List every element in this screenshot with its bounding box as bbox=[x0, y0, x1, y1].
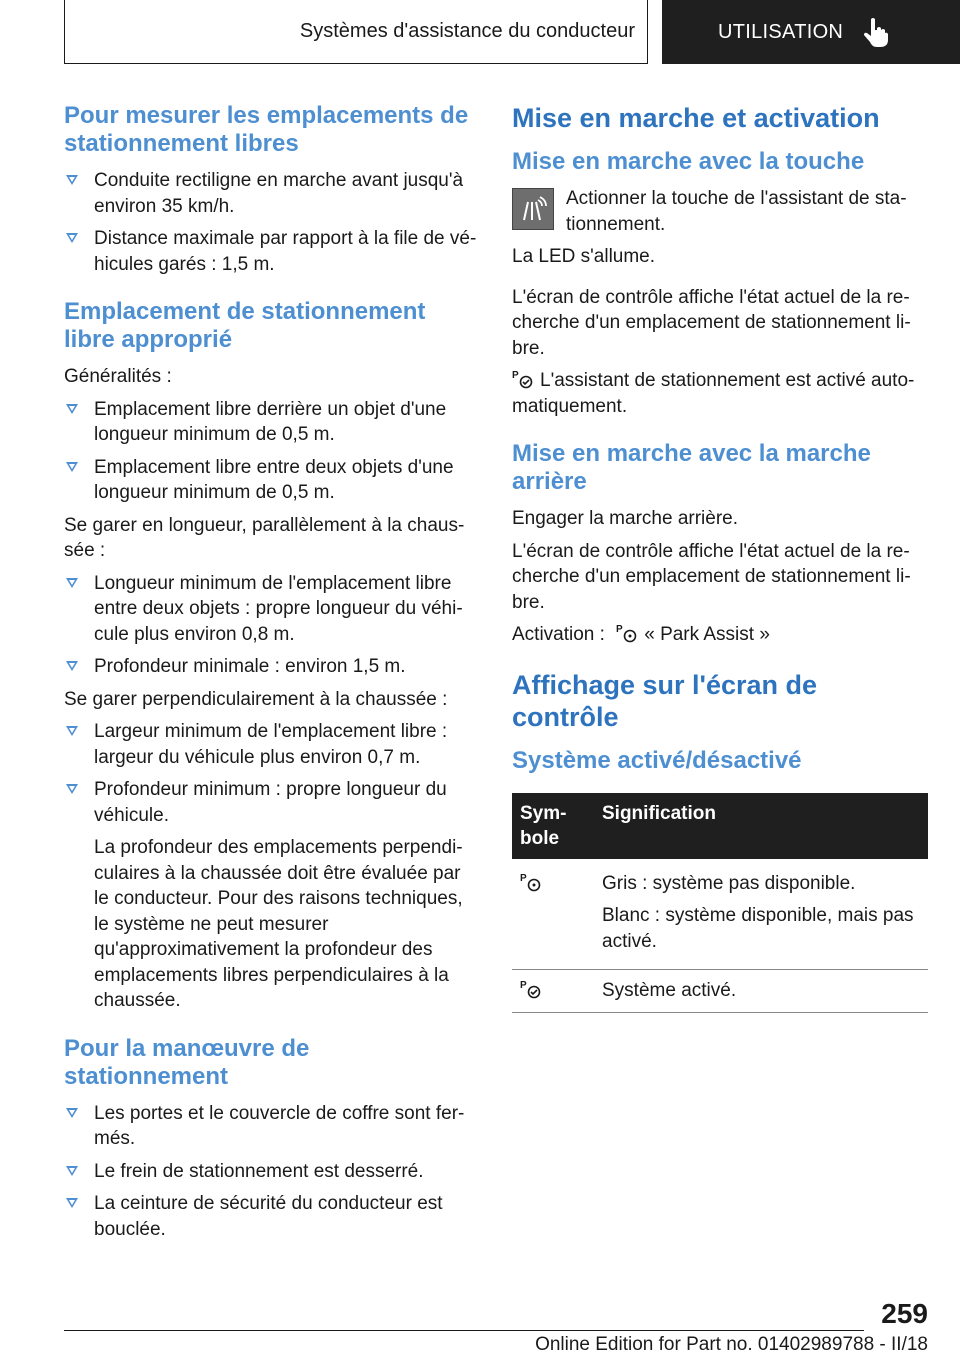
svg-text:P: P bbox=[520, 872, 527, 884]
list-item: Emplacement libre entre deux objets d'une longueur minimum de 0,5 m. bbox=[64, 455, 478, 506]
bullet-triangle-icon bbox=[66, 462, 78, 472]
bullet-triangle-icon bbox=[66, 784, 78, 794]
list-item: Les portes et le couvercle de coffre sont fermés. bbox=[64, 1101, 478, 1152]
list-item: Longueur minimum de l'emplacement libre entre deux objets : propre longueur du véhicule plus environ 0,8 m. bbox=[64, 571, 478, 648]
meaning-grey: Gris : système pas disponible. bbox=[602, 872, 856, 894]
park-assist-active-icon bbox=[512, 369, 534, 389]
table-header-row bbox=[512, 793, 928, 859]
activation-line: Activation : P « Park Assist » bbox=[512, 624, 770, 645]
bullet-triangle-icon bbox=[66, 1198, 78, 1208]
paragraph: P L'assistant de stationnement est activé automatiquement. bbox=[512, 370, 915, 417]
heading-parking-maneuver: Pour la manœuvre de stationnement bbox=[64, 1034, 310, 1090]
heading-measure-spaces: Pour mesurer les emplacements de stationnement libres bbox=[64, 102, 469, 157]
list-item: Profondeur minimum : propre longueur du véhicule. bbox=[64, 777, 478, 828]
list-item: Le frein de stationnement est desserré. bbox=[64, 1159, 478, 1185]
paragraph: L'écran de contrôle affiche l'état actuel de la recherche d'un emplacement de stationnement libre. bbox=[512, 540, 911, 613]
list-item: Conduite rectiligne en marche avant jusqu'à environ 35 km/h. bbox=[64, 168, 478, 219]
footer-divider bbox=[64, 1330, 864, 1331]
park-assist-icon bbox=[616, 623, 638, 643]
paragraph: Se garer perpendiculairement à la chaussée : bbox=[64, 688, 448, 710]
bullet-triangle-icon bbox=[66, 175, 78, 185]
heading-switch-on-activation: Mise en marche et activation bbox=[512, 103, 880, 133]
park-assist-active-icon bbox=[520, 979, 542, 999]
park-assist-inactive-icon bbox=[520, 872, 542, 892]
bullet-triangle-icon bbox=[66, 726, 78, 736]
symbol-table bbox=[512, 793, 928, 1013]
col-symbol-header: Symbole bbox=[512, 793, 594, 859]
bullet-triangle-icon bbox=[66, 404, 78, 414]
heading-control-display: Affichage sur l'écran de contrôle bbox=[512, 669, 818, 732]
paragraph: Engager la marche arrière. bbox=[512, 508, 738, 529]
bullet-triangle-icon bbox=[66, 1108, 78, 1118]
chapter-title: UTILISATION bbox=[718, 20, 844, 43]
right-column bbox=[512, 102, 928, 1013]
heading-system-status: Système activé/désactivé bbox=[512, 746, 802, 774]
pointing-hand-icon bbox=[863, 17, 889, 47]
button-instruction: Actionner la touche de l'assistant de stationnement. bbox=[512, 186, 928, 237]
page-number: 259 bbox=[881, 1298, 928, 1329]
park-assist-button-icon bbox=[512, 188, 554, 230]
paragraph: Généralités : bbox=[64, 366, 172, 387]
paragraph: Se garer en longueur, parallèlement à la chaussée : bbox=[64, 514, 465, 561]
left-column bbox=[64, 102, 478, 1249]
list-item-note: La profondeur des emplacements perpendiculaires à la chaussée doit être évaluée par le conducteur. Pour des raisons techniques, le système ne peut mesurer qu'approximativement la profondeur des emplacements libres perpendiculaires à la chaussée. bbox=[94, 837, 463, 1011]
section-title: Systèmes d'assistance du conducteur bbox=[299, 20, 635, 42]
list-item: Profondeur minimale : environ 1,5 m. bbox=[64, 654, 478, 680]
edition-footer: Online Edition for Part no. 01402989788 - II/18 bbox=[535, 1334, 928, 1355]
paragraph: La LED s'allume. bbox=[512, 246, 656, 267]
list-item: La ceinture de sécurité du conducteur est bouclée. bbox=[64, 1191, 478, 1242]
meaning-white: Blanc : système disponible, mais pas activé. bbox=[602, 905, 914, 952]
heading-suitable-space: Emplacement de stationnement libre approprié bbox=[64, 298, 426, 353]
running-header-chapter bbox=[662, 0, 960, 64]
list-item: Emplacement libre derrière un objet d'une longueur minimum de 0,5 m. bbox=[64, 397, 478, 448]
table-row bbox=[512, 970, 928, 1013]
bullet-triangle-icon bbox=[66, 578, 78, 588]
bullet-triangle-icon bbox=[66, 1166, 78, 1176]
list-item: Distance maximale par rapport à la file de véhicules garés : 1,5 m. bbox=[64, 226, 478, 277]
svg-text:P: P bbox=[512, 370, 519, 381]
svg-text:P: P bbox=[616, 624, 623, 635]
svg-text:P: P bbox=[520, 980, 527, 991]
heading-switch-on-button: Mise en marche avec la touche bbox=[512, 148, 865, 175]
table-row bbox=[512, 859, 928, 970]
bullet-triangle-icon bbox=[66, 233, 78, 243]
running-header-section bbox=[64, 0, 648, 64]
heading-switch-on-reverse: Mise en marche avec la marche arrière bbox=[512, 440, 871, 495]
paragraph: L'écran de contrôle affiche l'état actuel de la recherche d'un emplacement de stationnement libre. bbox=[512, 286, 911, 359]
bullet-triangle-icon bbox=[66, 661, 78, 671]
meaning-active: Système activé. bbox=[594, 970, 928, 1013]
list-item: Largeur minimum de l'emplacement libre : largeur du véhicule plus environ 0,7 m. bbox=[64, 719, 478, 770]
col-meaning-header: Signification bbox=[594, 793, 928, 859]
